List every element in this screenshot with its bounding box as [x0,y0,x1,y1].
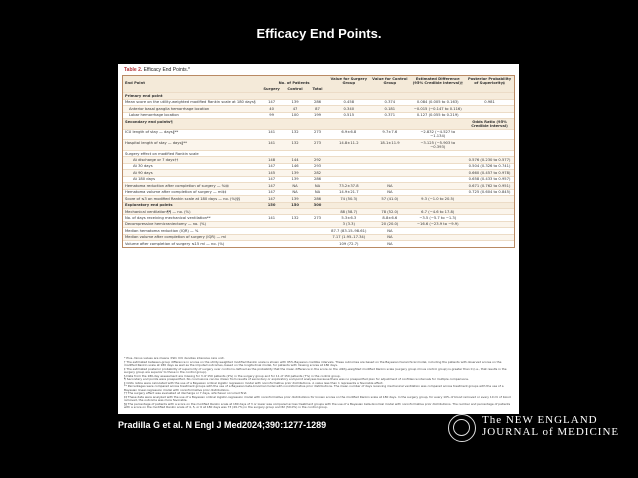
cell-control-value: 78 (52.0) [369,208,410,214]
cell-total-count [307,118,329,129]
cell-control-count: 139 [283,196,306,202]
cell-posterior: 0.725 (0.604 to 0.845) [465,189,514,195]
cell-surgery-value: 87.7 (83.15–98.61) [328,228,369,234]
cell-surgery-count: 99 [260,112,283,118]
cell-control-count: 139 [283,99,306,105]
cell-surgery-count: 148 [260,157,283,163]
cell-control-value: 0.371 [369,112,410,118]
footnote: ** Percentages were compared across treatment groups with the use of a Bayesian beta-binomial model with noninformative prior distributions. The mean number of days receiving mechanical ventilation was compared across treatment groups with the use of a Bayesian linear-regression model with noninformative prior distributions. [124,384,504,392]
row-label: Mean score on the utility-weighted modified Rankin scale at 180 days§ [123,99,260,105]
row-label: No. of days receiving mechanical ventilation** [123,215,260,221]
row-label: Primary end point [123,93,260,99]
cell-posterior: 0.981 [465,99,514,105]
cell-control-value: 8.8±6.6 [369,215,410,221]
cell-difference: −16.6 (−23.9 to −9.9) [410,221,465,227]
table-header-row [123,76,514,86]
cell-surgery-value: 0.340 [328,106,369,112]
cell-surgery-value: 109 (72.7) [328,241,369,247]
row-label: Median volume after completion of surgery (IQR) — ml [123,234,260,240]
cell-control-count: 47 [283,106,306,112]
cell-total-count: 286 [307,196,329,202]
cell-posterior [465,140,514,151]
row-label: Surgery effect on modified Rankin scale [123,151,260,157]
cell-surgery-count: 147 [260,189,283,195]
table-wrapper [122,75,515,248]
cell-total-count: NA [307,183,329,189]
nejm-logo [448,412,628,452]
table-title-text: Efficacy End Points.* [143,67,190,73]
cell-control-value: 18.1±11.9 [369,140,410,151]
cell-posterior: 0.671 (0.762 to 0.951) [465,183,514,189]
cell-surgery-value: 6.9±6.8 [328,129,369,140]
cell-control-value: 20 (20.0) [369,221,410,227]
cell-posterior [465,241,514,247]
cell-surgery-count: 40 [260,106,283,112]
row-label: Hematoma volume after completion of surgery — ml‡‡ [123,189,260,195]
header-end-point: End Point [123,76,260,86]
cell-surgery-value: 0.458 [328,99,369,105]
cell-difference: 6.7 (−4.6 to 17.8) [410,208,465,214]
cell-control-count [283,241,306,247]
cell-control-value: 57 (41.0) [369,196,410,202]
row-label: Secondary end points¶ [123,118,260,129]
cell-total-count: 282 [307,170,329,176]
row-label: Mechanical ventilation¶¶ — no. (%) [123,208,260,214]
cell-control-value: NA [369,189,410,195]
citation: Pradilla G et al. N Engl J Med2024;390:1277-1289 [118,420,327,430]
cell-difference: 0.084 (0.005 to 0.163) [410,99,465,105]
row-label: Hematoma reduction after completion of surgery — %‡‡ [123,183,260,189]
row-label: At 30 days [123,163,260,169]
cell-control-value: 0.374 [369,99,410,105]
table-row [123,241,514,247]
journal-name [482,414,619,438]
cell-total-count: 273 [307,215,329,221]
cell-control-value: 9.7±7.6 [369,129,410,140]
cell-surgery-count: 141 [260,140,283,151]
cell-surgery-count: 150 [260,202,283,208]
cell-difference: −0.015 (−0.147 to 0.116) [410,106,465,112]
cell-total-count: 300 [307,202,329,208]
cell-total-count: 87 [307,106,329,112]
cell-control-count: 146 [283,163,306,169]
cell-difference [410,118,465,129]
cell-control-count: NA [283,183,306,189]
header-control-value: Value for Control Group [369,76,410,86]
footnote: ¶ Secondary end points were prespecified. No conclusions can be drawn from results of secondary or exploratory end-point analyses because there was no prespecified plan for adjustment of confidence intervals for multiple comparisons. [124,377,469,382]
cell-control-count [283,118,306,129]
cell-surgery-value: 73.2±37.8 [328,183,369,189]
cell-total-count: 286 [307,176,329,182]
footnote: ‡ The estimated posterior probability of superiority of surgery over control is defined as the probability that the mean difference in the score on the utility-weighted modified Rankin scale (surgery group minus control group) is greater than 0 (i.e., that results in the surgery group are superior to those in the control group). [124,366,507,375]
footnote: §§ The percentage of patients with a score on the modified Rankin scale at 180 days of 3 or lower was compared across treatment groups with the use of a Bayesian beta-binomial model with noninformative prior distributions. The number and percentage of patients with a score on the modified Rankin scale of 4, 5, or 6 at 180 days was 73 (49.7%) in the surgery group and 82 (59.0%) in the control group. [124,401,511,410]
cell-difference [410,241,465,247]
row-label: Anterior basal ganglia hemorrhage location [123,106,260,112]
footnote: ‖ Odds ratios were calculated with the use of a Bayesian ordinal logistic regression model with noninformative prior distributions. A value less than 1 represents a favorable effect. [124,380,384,385]
header-patients: No. of Patients [260,76,328,86]
section-row [123,118,514,129]
cell-posterior: 0.576 (0.230 to 0.577) [465,157,514,163]
cell-difference: −3.5 (−5.7 to −1.3) [410,215,465,221]
cell-total-count: 273 [307,140,329,151]
cell-control-value: NA [369,183,410,189]
slide-title: Efficacy End Points. [256,26,382,41]
table-label: Table 2. [124,67,143,73]
row-label: Decompressive hemicraniectomy — no. (%) [123,221,260,227]
cell-control-count: 139 [283,176,306,182]
row-label: At 180 days [123,176,260,182]
cell-control-count: 132 [283,215,306,221]
cell-posterior: 0.660 (0.457 to 0.978) [465,170,514,176]
cell-control-count: 139 [283,170,306,176]
cell-surgery-count: 147 [260,99,283,105]
row-label: Median hematoma reduction (IQR) — % [123,228,260,234]
header-difference: Estimated Difference (95% Credible Interval)† [410,76,465,86]
footnote: ‡‡ These data were analyzed with the use of a Bayesian ordinal logistic-regression model with noninformative prior distributions for known scores on the modified Rankin scale at 180 days. In the surgery group, for every 10% of blood removed or every 10 ml of blood removed, the outcome was more favorable. [124,394,511,403]
cell-control-count: 132 [283,140,306,151]
cell-posterior: 0.658 (0.433 to 0.957) [465,176,514,182]
cell-surgery-value: 14.8±11.2 [328,140,369,151]
cell-total-count: 199 [307,112,329,118]
subheader-control: Control [283,86,306,93]
cell-control-count: 150 [283,202,306,208]
cell-surgery-count [260,241,283,247]
cell-total-count: NA [307,189,329,195]
row-label: At 90 days [123,170,260,176]
cell-total-count: 273 [307,129,329,140]
cell-surgery-value: 5.3±6.3 [328,215,369,221]
row-label: Score of ≤3 on modified Rankin scale at 180 days — no. (%)§§ [123,196,260,202]
cell-control-value [369,118,410,129]
footnote: † The estimated between-group difference in scores on the utility-weighted modified Rankin scale is shown with 95% Bayesian credible intervals. These outcomes are based on the Bayesian hierarchical model, including the patients with observed scores on the modified Rankin scale at 180 days as well as the imputed outcomes, based on the longitudinal model, for patients with missing scores at 180 days. [124,359,502,368]
cell-control-value: NA [369,228,410,234]
table-title [124,67,190,73]
cell-surgery-count: 147 [260,163,283,169]
table-document [118,64,519,414]
cell-surgery-count: 141 [260,215,283,221]
cell-surgery-count: 145 [260,170,283,176]
cell-surgery-value: 88 (58.7) [328,208,369,214]
cell-total-count: 292 [307,157,329,163]
row-label: At discharge or 7 days†† [123,157,260,163]
row-label: Exploratory end points [123,202,260,208]
cell-difference: 9.3 (−1.0 to 20.5) [410,196,465,202]
row-label: ICU length of stay — days‖** [123,129,260,140]
row-label: Lobar hemorrhage location [123,112,260,118]
cell-posterior: 0.504 (0.326 to 0.741) [465,163,514,169]
cell-surgery-count: 147 [260,196,283,202]
cell-surgery-count: 141 [260,129,283,140]
row-label: Volume after completion of surgery ≤15 ml — no. (%) [123,241,260,247]
table-row [123,129,514,140]
cell-difference: 0.127 (0.055 to 0.219) [410,112,465,118]
cell-difference: −2.832 (−4.527 to −1.134) [410,129,465,140]
header-surgery-value: Value for Surgery Group [328,76,369,86]
cell-surgery-value [328,118,369,129]
cell-difference: −3.125 (−5.903 to −0.393) [410,140,465,151]
subheader-total: Total [307,86,329,93]
cell-control-value: NA [369,234,410,240]
cell-control-count: NA [283,189,306,195]
cell-control-count: 144 [283,157,306,163]
footnote: †† The surgery effect was evaluated at discharge or 7 days, whichever occurred first. [124,391,248,396]
cell-posterior [465,129,514,140]
efficacy-table [123,76,514,247]
journal-seal-icon [448,414,476,442]
table-footnotes [124,357,514,410]
header-posterior: Posterior Probability of Superiority‡ [465,76,514,86]
cell-control-count: 132 [283,129,306,140]
journal-name-line1: The NEW ENGLAND [482,414,598,426]
cell-surgery-value: 14.9±21.7 [328,189,369,195]
row-label: Hospital length of stay — days‖** [123,140,260,151]
table-body [123,93,514,247]
cell-total-count: 293 [307,163,329,169]
subheader-surgery: Surgery [260,86,283,93]
cell-control-value: NA [369,241,410,247]
cell-surgery-count: 147 [260,183,283,189]
cell-surgery-value: 74 (50.3) [328,196,369,202]
cell-control-count: 100 [283,112,306,118]
cell-surgery-count [260,118,283,129]
footnote: * Plus–minus values are means ±SD. ICU denotes intensive care unit. [124,356,225,360]
cell-total-count: 286 [307,99,329,105]
cell-surgery-value: 0.515 [328,112,369,118]
journal-name-line2: JOURNAL of MEDICINE [482,426,620,439]
cell-surgery-value: 7.17 (1.95–17.34) [328,234,369,240]
cell-control-value: 0.181 [369,106,410,112]
cell-surgery-value: 3 (3.3) [328,221,369,227]
cell-surgery-count: 147 [260,176,283,182]
cell-total-count [307,241,329,247]
footnote: § Data from the 180-day assessment are missing for 3 of 150 patients (2%) in the surgery group and for 11 of 150 patients (7%) in the control group. [124,373,341,378]
table-row [123,140,514,151]
cell-posterior: Odds Ratio (95% Credible Interval) [465,118,514,129]
